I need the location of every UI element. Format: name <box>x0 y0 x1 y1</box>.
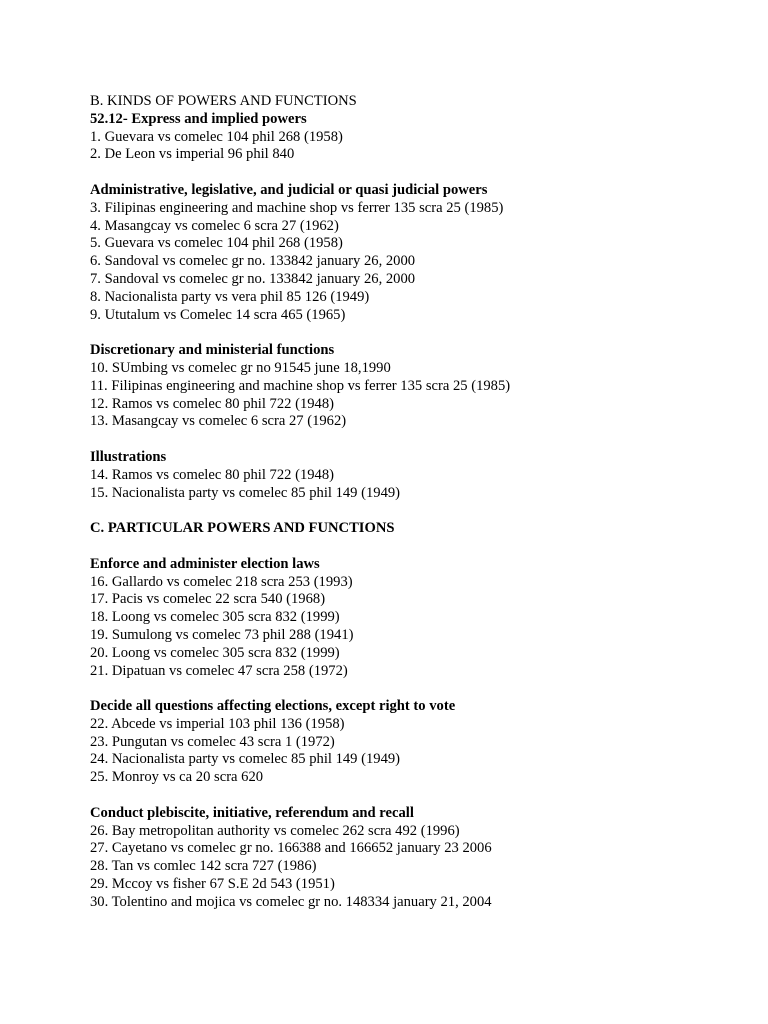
case-item: 19. Sumulong vs comelec 73 phil 288 (1941) <box>90 626 354 643</box>
spacer <box>90 324 750 342</box>
spacer <box>90 680 750 698</box>
case-item: 12. Ramos vs comelec 80 phil 722 (1948) <box>90 395 335 412</box>
case-item: 10. SUmbing vs comelec gr no 91545 june 18,1990 <box>90 359 391 376</box>
subheading-administrative: Administrative, legislative, and judicial or quasi judicial powers <box>90 181 488 198</box>
spacer <box>90 431 750 449</box>
spacer <box>90 164 750 182</box>
subheading-express-implied: 52.12- Express and implied powers <box>90 110 307 127</box>
case-item: 8. Nacionalista party vs vera phil 85 126 (1949) <box>90 288 370 305</box>
section-heading-c: C. PARTICULAR POWERS AND FUNCTIONS <box>90 520 395 537</box>
case-item: 15. Nacionalista party vs comelec 85 phil 149 (1949) <box>90 484 401 501</box>
case-item: 7. Sandoval vs comelec gr no. 133842 january 26, 2000 <box>90 270 416 287</box>
case-item: 20. Loong vs comelec 305 scra 832 (1999) <box>90 644 340 661</box>
case-item: 16. Gallardo vs comelec 218 scra 253 (1993) <box>90 573 353 590</box>
spacer <box>90 502 750 520</box>
document-content <box>90 93 750 912</box>
case-item: 17. Pacis vs comelec 22 scra 540 (1968) <box>90 591 326 608</box>
subheading-conduct: Conduct plebiscite, initiative, referendum and recall <box>90 804 414 821</box>
case-item: 23. Pungutan vs comelec 43 scra 1 (1972) <box>90 733 335 750</box>
subheading-discretionary: Discretionary and ministerial functions <box>90 342 335 359</box>
subheading-enforce: Enforce and administer election laws <box>90 555 320 572</box>
case-item: 6. Sandoval vs comelec gr no. 133842 january 26, 2000 <box>90 253 416 270</box>
case-item: 3. Filipinas engineering and machine shop vs ferrer 135 scra 25 (1985) <box>90 199 504 216</box>
case-item: 5. Guevara vs comelec 104 phil 268 (1958) <box>90 235 343 252</box>
spacer <box>90 787 750 805</box>
case-item: 30. Tolentino and mojica vs comelec gr no. 148334 january 21, 2004 <box>90 893 492 910</box>
section-heading-b: B. KINDS OF POWERS AND FUNCTIONS <box>90 93 357 109</box>
case-item: 26. Bay metropolitan authority vs comelec 262 scra 492 (1996) <box>90 822 460 839</box>
subheading-illustrations: Illustrations <box>90 448 167 465</box>
case-item: 13. Masangcay vs comelec 6 scra 27 (1962) <box>90 413 347 430</box>
case-item: 18. Loong vs comelec 305 scra 832 (1999) <box>90 609 340 626</box>
case-item: 29. Mccoy vs fisher 67 S.E 2d 543 (1951) <box>90 876 335 893</box>
case-item: 1. Guevara vs comelec 104 phil 268 (1958) <box>90 128 343 145</box>
case-item: 24. Nacionalista party vs comelec 85 phil 149 (1949) <box>90 751 401 768</box>
case-item: 11. Filipinas engineering and machine shop vs ferrer 135 scra 25 (1985) <box>90 377 511 394</box>
spacer <box>90 538 750 556</box>
case-item: 4. Masangcay vs comelec 6 scra 27 (1962) <box>90 217 339 234</box>
case-item: 2. De Leon vs imperial 96 phil 840 <box>90 146 295 163</box>
case-item: 27. Cayetano vs comelec gr no. 166388 and 166652 january 23 2006 <box>90 840 492 857</box>
case-item: 14. Ramos vs comelec 80 phil 722 (1948) <box>90 466 335 483</box>
subheading-decide: Decide all questions affecting elections, except right to vote <box>90 698 456 715</box>
case-item: 9. Ututalum vs Comelec 14 scra 465 (1965) <box>90 306 346 323</box>
case-item: 21. Dipatuan vs comelec 47 scra 258 (1972) <box>90 662 348 679</box>
case-item: 28. Tan vs comlec 142 scra 727 (1986) <box>90 858 317 875</box>
case-item: 25. Monroy vs ca 20 scra 620 <box>90 769 264 786</box>
case-item: 22. Abcede vs imperial 103 phil 136 (1958) <box>90 715 345 732</box>
